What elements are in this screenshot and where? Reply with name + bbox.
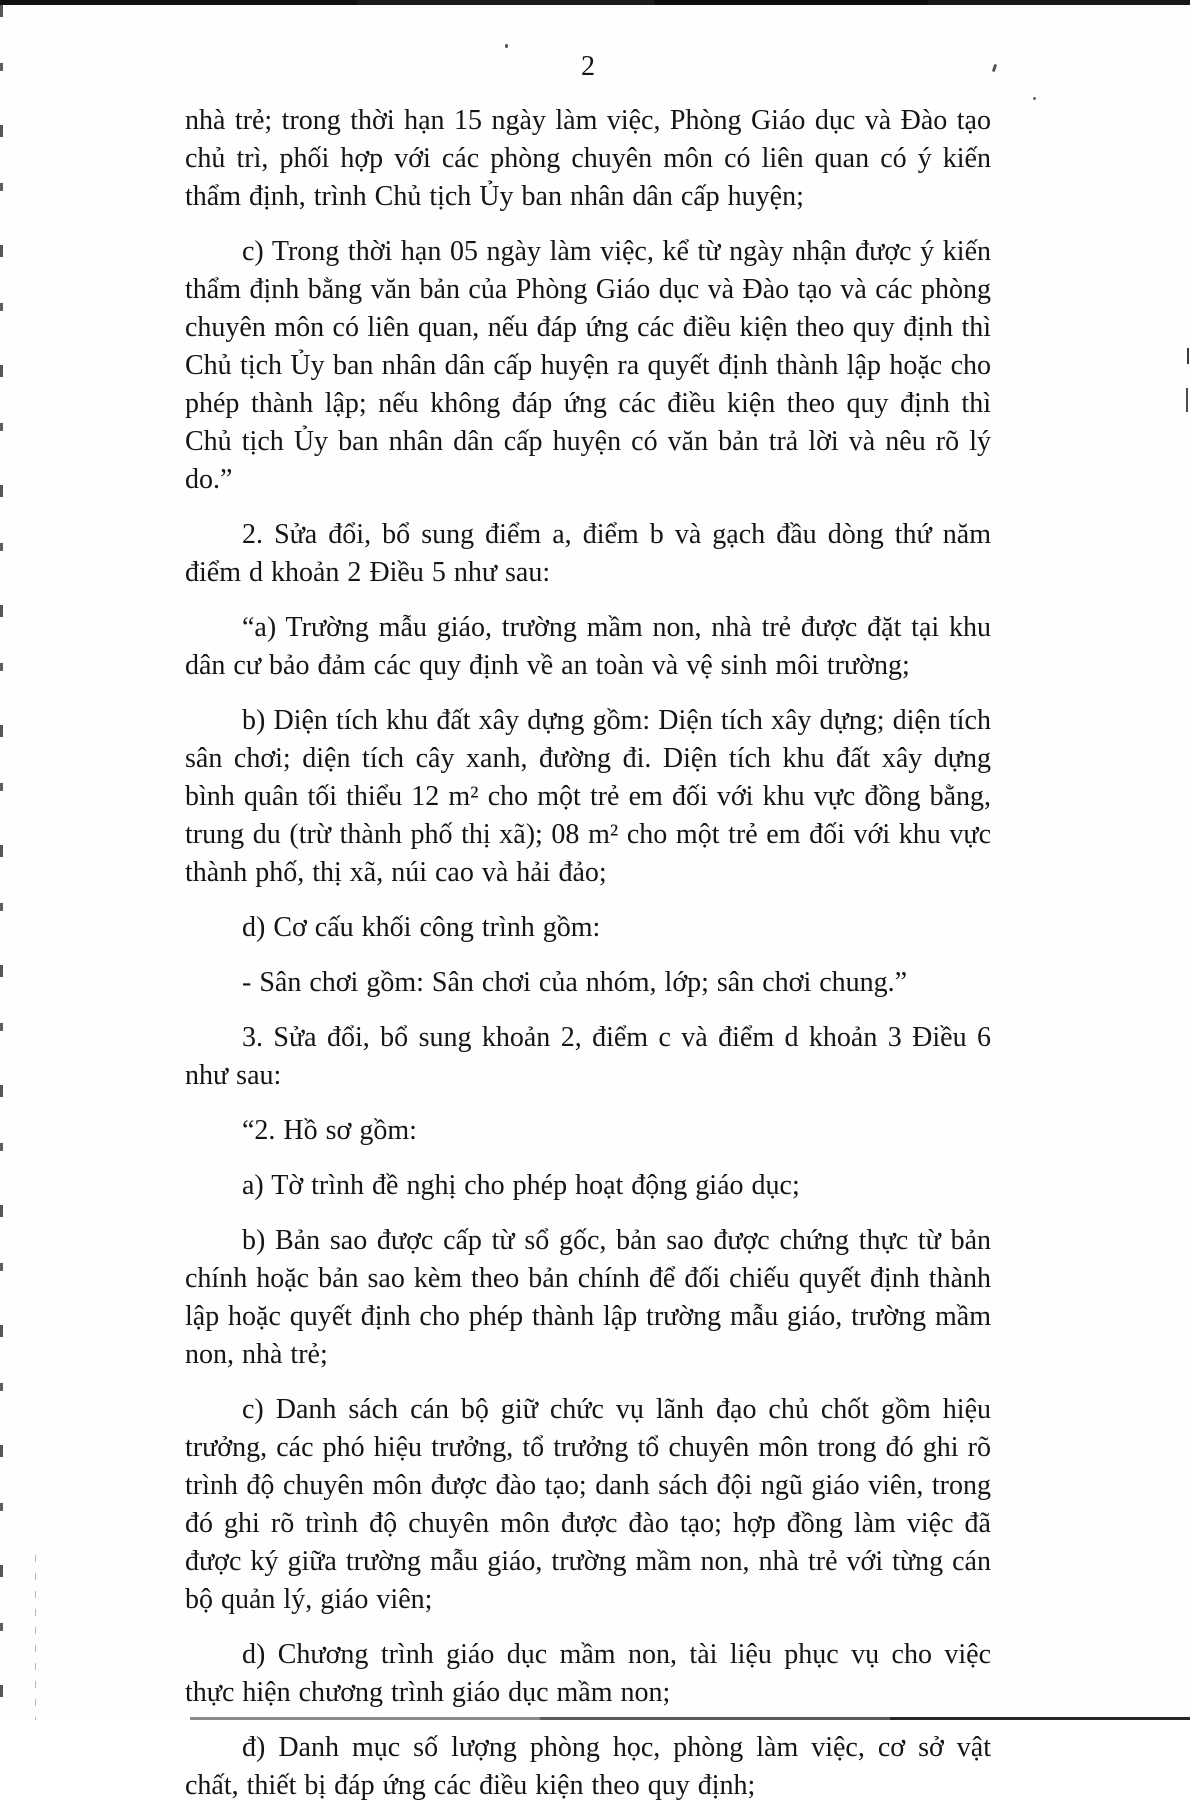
scan-edge-top xyxy=(0,0,1190,5)
paragraph: d) Chương trình giáo dục mầm non, tài liệu phục vụ cho việc thực hiện chương trình giáo dục mầm non; xyxy=(185,1639,991,1708)
page-number: 2 xyxy=(581,51,595,82)
scan-speck xyxy=(992,64,997,73)
paragraph: “2. Hồ sơ gồm: xyxy=(242,1115,417,1146)
paragraph: đ) Danh mục số lượng phòng học, phòng làm việc, cơ sở vật chất, thiết bị đáp ứng các điều kiện theo quy định; xyxy=(185,1732,991,1801)
paragraph: “a) Trường mẫu giáo, trường mầm non, nhà trẻ được đặt tại khu dân cư bảo đảm các quy định về an toàn và vệ sinh môi trường; xyxy=(185,612,991,681)
scan-fold-line xyxy=(35,1555,36,1720)
scan-edge-right-mark xyxy=(1186,388,1188,412)
paragraph: b) Bản sao được cấp từ sổ gốc, bản sao được chứng thực từ bản chính hoặc bản sao kèm theo bản chính để đối chiếu quyết định thành lập hoặc quyết định cho phép thành lập trường mẫu giáo, trường mầm non, nhà trẻ; xyxy=(185,1225,991,1370)
scan-edge-right-mark xyxy=(1187,348,1189,364)
paragraph: nhà trẻ; trong thời hạn 15 ngày làm việc, Phòng Giáo dục và Đào tạo chủ trì, phối hợp với các phòng chuyên môn có liên quan có ý kiến thẩm định, trình Chủ tịch Ủy ban nhân dân cấp huyện; xyxy=(185,105,991,212)
document-body xyxy=(185,102,991,1805)
paragraph: 2. Sửa đổi, bổ sung điểm a, điểm b và gạch đầu dòng thứ năm điểm d khoản 2 Điều 5 như sau: xyxy=(185,519,991,588)
paragraph: d) Cơ cấu khối công trình gồm: xyxy=(242,912,601,943)
paragraph: b) Diện tích khu đất xây dựng gồm: Diện tích xây dựng; diện tích sân chơi; diện tích cây xanh, đường đi. Diện tích khu đất xây dựng bình quân tối thiểu 12 m² cho một trẻ em đối với khu vực đồng bằng, trung du (trừ thành phố thị xã); 08 m² cho một trẻ em đối với khu vực thành phố, thị xã, núi cao và hải đảo; xyxy=(185,705,991,888)
scan-edge-bottom xyxy=(190,1717,1190,1720)
paragraph: - Sân chơi gồm: Sân chơi của nhóm, lớp; sân chơi chung.” xyxy=(242,967,908,998)
scan-speck xyxy=(505,44,508,48)
paragraph: c) Trong thời hạn 05 ngày làm việc, kể từ ngày nhận được ý kiến thẩm định bằng văn bản của Phòng Giáo dục và Đào tạo và các phòng chuyên môn có liên quan, nếu đáp ứng các điều kiện theo quy định thì Chủ tịch Ủy ban nhân dân cấp huyện ra quyết định thành lập hoặc cho phép thành lập; nếu không đáp ứng các điều kiện theo quy định thì Chủ tịch Ủy ban nhân dân cấp huyện có văn bản trả lời và nêu rõ lý do.” xyxy=(185,236,991,495)
paragraph: 3. Sửa đổi, bổ sung khoản 2, điểm c và điểm d khoản 3 Điều 6 như sau: xyxy=(185,1022,991,1091)
paragraph: c) Danh sách cán bộ giữ chức vụ lãnh đạo chủ chốt gồm hiệu trưởng, các phó hiệu trưởng, tổ trưởng tổ chuyên môn trong đó ghi rõ trình độ chuyên môn được đào tạo; danh sách đội ngũ giáo viên, trong đó ghi rõ trình độ chuyên môn được đào tạo; hợp đồng làm việc đã được ký giữa trường mẫu giáo, trường mầm non, nhà trẻ với từng cán bộ quản lý, giáo viên; xyxy=(185,1394,991,1615)
paragraph: a) Tờ trình đề nghị cho phép hoạt động giáo dục; xyxy=(242,1170,800,1201)
scan-speck xyxy=(1033,97,1036,100)
scan-edge-left xyxy=(0,5,3,1725)
